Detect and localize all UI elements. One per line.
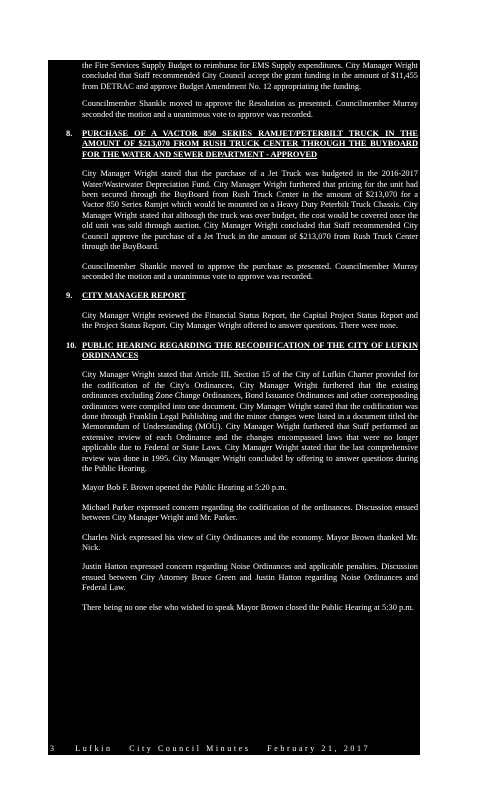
section-10-title: PUBLIC HEARING REGARDING THE RECODIFICATION OF THE CITY OF LUFKIN ORDINANCES [82,340,418,360]
footer-date: February 21, 2017 [267,744,371,753]
section-9-number: 9. [66,291,73,301]
section-10-paragraph-3: Michael Parker expressed concern regarding the codification of the ordinances. Discussion ensued between City Manager Wright and Mr. Parker. [82,502,418,523]
section-10-number: 10. [66,340,77,350]
intro-paragraph-2: Councilmember Shankle moved to approve the Resolution as presented. Councilmember Murray seconded the motion and a unanimous vote to approve was recorded. [82,99,418,119]
section-10-paragraph-6: There being no one else who wished to speak Mayor Brown closed the Public Hearing at 5:30 p.m. [82,602,414,612]
intro-paragraph-1: the Fire Services Supply Budget to reimburse for EMS Supply expenditures. City Manager Wright concluded that Staff recommended City Council accept the grant funding in the amount of $11,455 from DETRAC and approve Budget Amendment No. 12 appropriating the funding. [82,61,418,91]
section-10-paragraph-2: Mayor Bob F. Brown opened the Public Hearing at 5:20 p.m. [82,483,287,493]
section-8-paragraph-2: Councilmember Shankle moved to approve the purchase as presented. Councilmember Murray seconded the motion and a unanimous vote to approve was recorded. [82,261,418,281]
footer-title: City Council Minutes [129,744,251,753]
section-10-paragraph-5: Justin Hatton expressed concern regarding Noise Ordinances and applicable penalties. Discussion ensued between City Attorney Bruce Green and Justin Hatton regarding Noise Ordinances and Federal Law. [82,562,418,593]
section-9-title: CITY MANAGER REPORT [82,291,186,301]
section-9-paragraph-1: City Manager Wright reviewed the Financial Status Report, the Capital Project Status Report and the Project Status Report. City Manager Wright offered to answer questions. There were none. [82,310,418,331]
section-8-heading [66,129,418,160]
page-footer [48,743,420,755]
section-10-paragraph-4: Charles Nick expressed his view of City Ordinances and the economy. Mayor Brown thanked Mr. Nick. [82,532,418,553]
footer-city: Lufkin [75,744,113,753]
section-10-paragraph-1: City Manager Wright stated that Article III, Section 15 of the City of Lufkin Charter provided for the codification of the City's Ordinances. City Manager Wright furthered that the existing ordinances excluding Zone Change Ordinances, Bond Issuance Ordinances and other corresponding ordinances were compiled into one document. City Manager Wright stated that the codification was done through Franklin Legal Publishing and the minor changes were listed in a document titled the Memorandum of Understanding (MOU). City Manager Wright furthered that Staff performed an extensive review of each Ordinance and the changes encompassed laws that were no longer applicable due to Federal or State Laws. City Manager Wright stated that the last comprehensive review was done in 1995. City Manager Wright concluded by offering to answer questions during the Public Hearing. [82,370,418,473]
section-9-heading [66,291,418,301]
section-10-heading [66,340,418,362]
section-8-number: 8. [66,129,73,139]
footer-page-number: 3 [50,744,57,753]
section-8-title: PURCHASE OF A VACTOR 850 SERIES RAMJET/PETERBILT TRUCK IN THE AMOUNT OF $213,070 FROM RUSH TRUCK CENTER THROUGH THE BUYBOARD FOR THE WATER AND SEWER DEPARTMENT - APPROVED [82,129,418,159]
section-8-paragraph-1: City Manager Wright stated that the purchase of a Jet Truck was budgeted in the 2016-2017 Water/Wastewater Depreciation Fund. City Manager Wright furthered that pricing for the unit had been secured through the BuyBoard from Rush Truck Center in the amount of $213,070 for a Vactor 850 Series Ramjet which would be mounted on a Heavy Duty Peterbilt Truck Chassis. City Manager Wright stated that although the truck was over budget, the cost would be covered once the old unit was sold through auction. City Manager Wright concluded that Staff recommended City Council approve the purchase of a Jet Truck in the amount of $213,070 from Rush Truck Center through the BuyBoard. [82,169,418,252]
minutes-page [48,60,420,754]
